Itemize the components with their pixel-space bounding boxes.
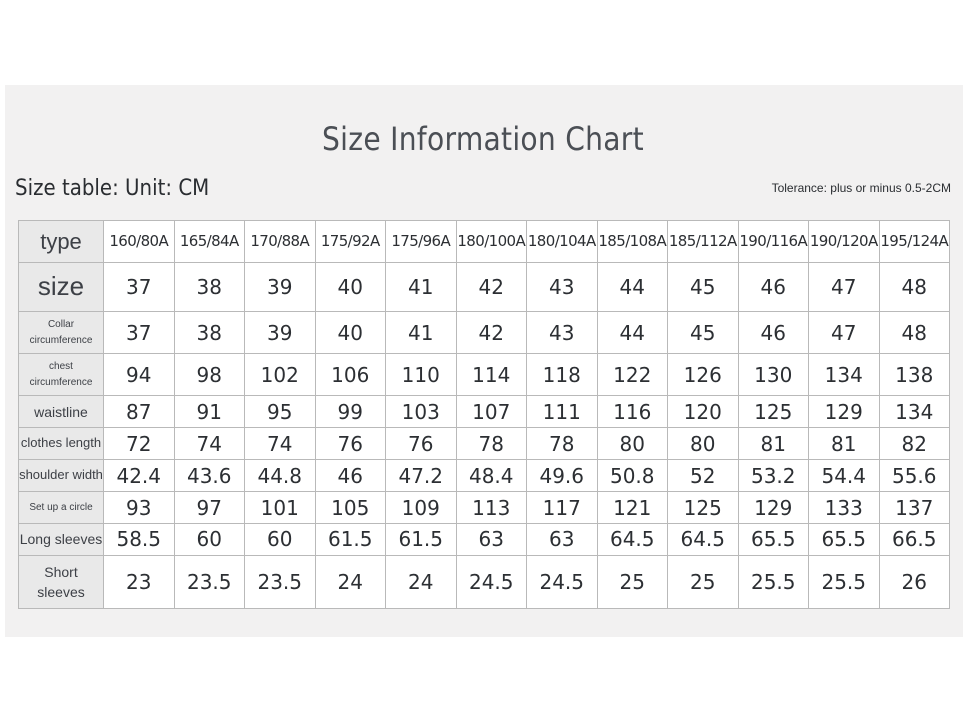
table-cell: 45 — [668, 262, 739, 311]
table-cell: 81 — [809, 428, 880, 460]
table-cell: 23.5 — [174, 555, 245, 608]
table-cell: 99 — [315, 396, 386, 428]
table-cell: 98 — [174, 354, 245, 396]
row-label: clothes length — [19, 428, 104, 460]
table-cell: 43 — [527, 312, 598, 354]
table-cell: 97 — [174, 492, 245, 524]
table-cell: 137 — [879, 492, 950, 524]
table-row — [19, 523, 950, 555]
table-cell: 126 — [668, 354, 739, 396]
table-cell: 48 — [879, 312, 950, 354]
table-cell: 93 — [104, 492, 175, 524]
table-cell: 113 — [456, 492, 527, 524]
row-label: Set up a circle — [19, 492, 104, 524]
table-cell: 44 — [597, 312, 668, 354]
table-cell: 41 — [386, 262, 457, 311]
table-cell: 65.5 — [809, 523, 880, 555]
table-cell: 116 — [597, 396, 668, 428]
table-row — [19, 492, 950, 524]
table-cell: 25.5 — [809, 555, 880, 608]
tolerance-note: Tolerance: plus or minus 0.5-2CM — [771, 181, 951, 195]
size-code-cell: 190/116A — [738, 221, 809, 263]
table-cell: 23 — [104, 555, 175, 608]
size-code-cell: 165/84A — [174, 221, 245, 263]
table-cell: 125 — [738, 396, 809, 428]
table-cell: 125 — [668, 492, 739, 524]
row-label: chest circumference — [19, 354, 104, 396]
table-cell: 81 — [738, 428, 809, 460]
table-cell: 80 — [668, 428, 739, 460]
table-cell: 103 — [386, 396, 457, 428]
table-cell: 52 — [668, 460, 739, 492]
table-cell: 60 — [245, 523, 316, 555]
table-cell: 25 — [597, 555, 668, 608]
table-cell: 54.4 — [809, 460, 880, 492]
table-cell: 60 — [174, 523, 245, 555]
table-cell: 42 — [456, 262, 527, 311]
table-row — [19, 262, 950, 311]
table-cell: 114 — [456, 354, 527, 396]
table-cell: 42 — [456, 312, 527, 354]
table-cell: 55.6 — [879, 460, 950, 492]
size-code-cell: 180/104A — [527, 221, 598, 263]
table-cell: 40 — [315, 312, 386, 354]
table-cell: 129 — [809, 396, 880, 428]
row-label: type — [19, 221, 104, 263]
size-code-cell: 190/120A — [809, 221, 880, 263]
table-cell: 118 — [527, 354, 598, 396]
table-cell: 37 — [104, 262, 175, 311]
table-cell: 46 — [738, 312, 809, 354]
table-cell: 47.2 — [386, 460, 457, 492]
table-cell: 87 — [104, 396, 175, 428]
table-row — [19, 354, 950, 396]
table-header-row — [19, 221, 950, 263]
table-cell: 24 — [386, 555, 457, 608]
table-cell: 65.5 — [738, 523, 809, 555]
table-cell: 25 — [668, 555, 739, 608]
table-cell: 106 — [315, 354, 386, 396]
table-cell: 48.4 — [456, 460, 527, 492]
table-cell: 25.5 — [738, 555, 809, 608]
table-cell: 44 — [597, 262, 668, 311]
size-code-cell: 160/80A — [104, 221, 175, 263]
table-cell: 63 — [527, 523, 598, 555]
table-cell: 47 — [809, 262, 880, 311]
table-row — [19, 396, 950, 428]
unit-label: Size table: Unit: CM — [15, 176, 210, 201]
table-cell: 101 — [245, 492, 316, 524]
table-cell: 66.5 — [879, 523, 950, 555]
table-cell: 58.5 — [104, 523, 175, 555]
table-cell: 23.5 — [245, 555, 316, 608]
table-cell: 117 — [527, 492, 598, 524]
table-cell: 82 — [879, 428, 950, 460]
size-table — [18, 220, 950, 609]
row-label: size — [19, 262, 104, 311]
table-cell: 64.5 — [597, 523, 668, 555]
table-cell: 41 — [386, 312, 457, 354]
row-label: Long sleeves — [19, 523, 104, 555]
table-cell: 64.5 — [668, 523, 739, 555]
table-cell: 95 — [245, 396, 316, 428]
table-cell: 122 — [597, 354, 668, 396]
table-cell: 130 — [738, 354, 809, 396]
table-cell: 38 — [174, 312, 245, 354]
table-cell: 76 — [315, 428, 386, 460]
table-cell: 43.6 — [174, 460, 245, 492]
table-cell: 49.6 — [527, 460, 598, 492]
chart-title: Size Information Chart — [322, 120, 644, 158]
table-cell: 43 — [527, 262, 598, 311]
table-cell: 120 — [668, 396, 739, 428]
table-cell: 26 — [879, 555, 950, 608]
size-code-cell: 195/124A — [879, 221, 950, 263]
table-cell: 78 — [527, 428, 598, 460]
table-cell: 45 — [668, 312, 739, 354]
size-code-cell: 185/108A — [597, 221, 668, 263]
size-code-cell: 175/92A — [315, 221, 386, 263]
table-cell: 47 — [809, 312, 880, 354]
table-cell: 138 — [879, 354, 950, 396]
table-cell: 48 — [879, 262, 950, 311]
table-cell: 133 — [809, 492, 880, 524]
table-row — [19, 555, 950, 608]
row-label: Collar circumference — [19, 312, 104, 354]
row-label: shoulder width — [19, 460, 104, 492]
row-label: Short sleeves — [19, 555, 104, 608]
size-code-cell: 180/100A — [456, 221, 527, 263]
table-row — [19, 460, 950, 492]
table-cell: 72 — [104, 428, 175, 460]
table-cell: 74 — [174, 428, 245, 460]
table-row — [19, 312, 950, 354]
table-cell: 111 — [527, 396, 598, 428]
size-code-cell: 170/88A — [245, 221, 316, 263]
table-cell: 91 — [174, 396, 245, 428]
table-cell: 37 — [104, 312, 175, 354]
table-cell: 61.5 — [315, 523, 386, 555]
table-cell: 76 — [386, 428, 457, 460]
size-code-cell: 185/112A — [668, 221, 739, 263]
table-cell: 134 — [879, 396, 950, 428]
table-cell: 46 — [315, 460, 386, 492]
table-cell: 39 — [245, 312, 316, 354]
table-cell: 24 — [315, 555, 386, 608]
table-cell: 94 — [104, 354, 175, 396]
table-cell: 78 — [456, 428, 527, 460]
table-cell: 24.5 — [456, 555, 527, 608]
table-cell: 53.2 — [738, 460, 809, 492]
size-code-cell: 175/96A — [386, 221, 457, 263]
table-cell: 50.8 — [597, 460, 668, 492]
table-cell: 107 — [456, 396, 527, 428]
table-row — [19, 428, 950, 460]
table-cell: 102 — [245, 354, 316, 396]
table-cell: 24.5 — [527, 555, 598, 608]
table-cell: 74 — [245, 428, 316, 460]
table-cell: 110 — [386, 354, 457, 396]
table-cell: 63 — [456, 523, 527, 555]
table-cell: 129 — [738, 492, 809, 524]
table-cell: 61.5 — [386, 523, 457, 555]
table-cell: 42.4 — [104, 460, 175, 492]
table-cell: 109 — [386, 492, 457, 524]
table-cell: 40 — [315, 262, 386, 311]
table-cell: 121 — [597, 492, 668, 524]
row-label: waistline — [19, 396, 104, 428]
table-cell: 80 — [597, 428, 668, 460]
table-cell: 46 — [738, 262, 809, 311]
table-cell: 39 — [245, 262, 316, 311]
table-cell: 38 — [174, 262, 245, 311]
table-cell: 134 — [809, 354, 880, 396]
table-cell: 105 — [315, 492, 386, 524]
table-cell: 44.8 — [245, 460, 316, 492]
